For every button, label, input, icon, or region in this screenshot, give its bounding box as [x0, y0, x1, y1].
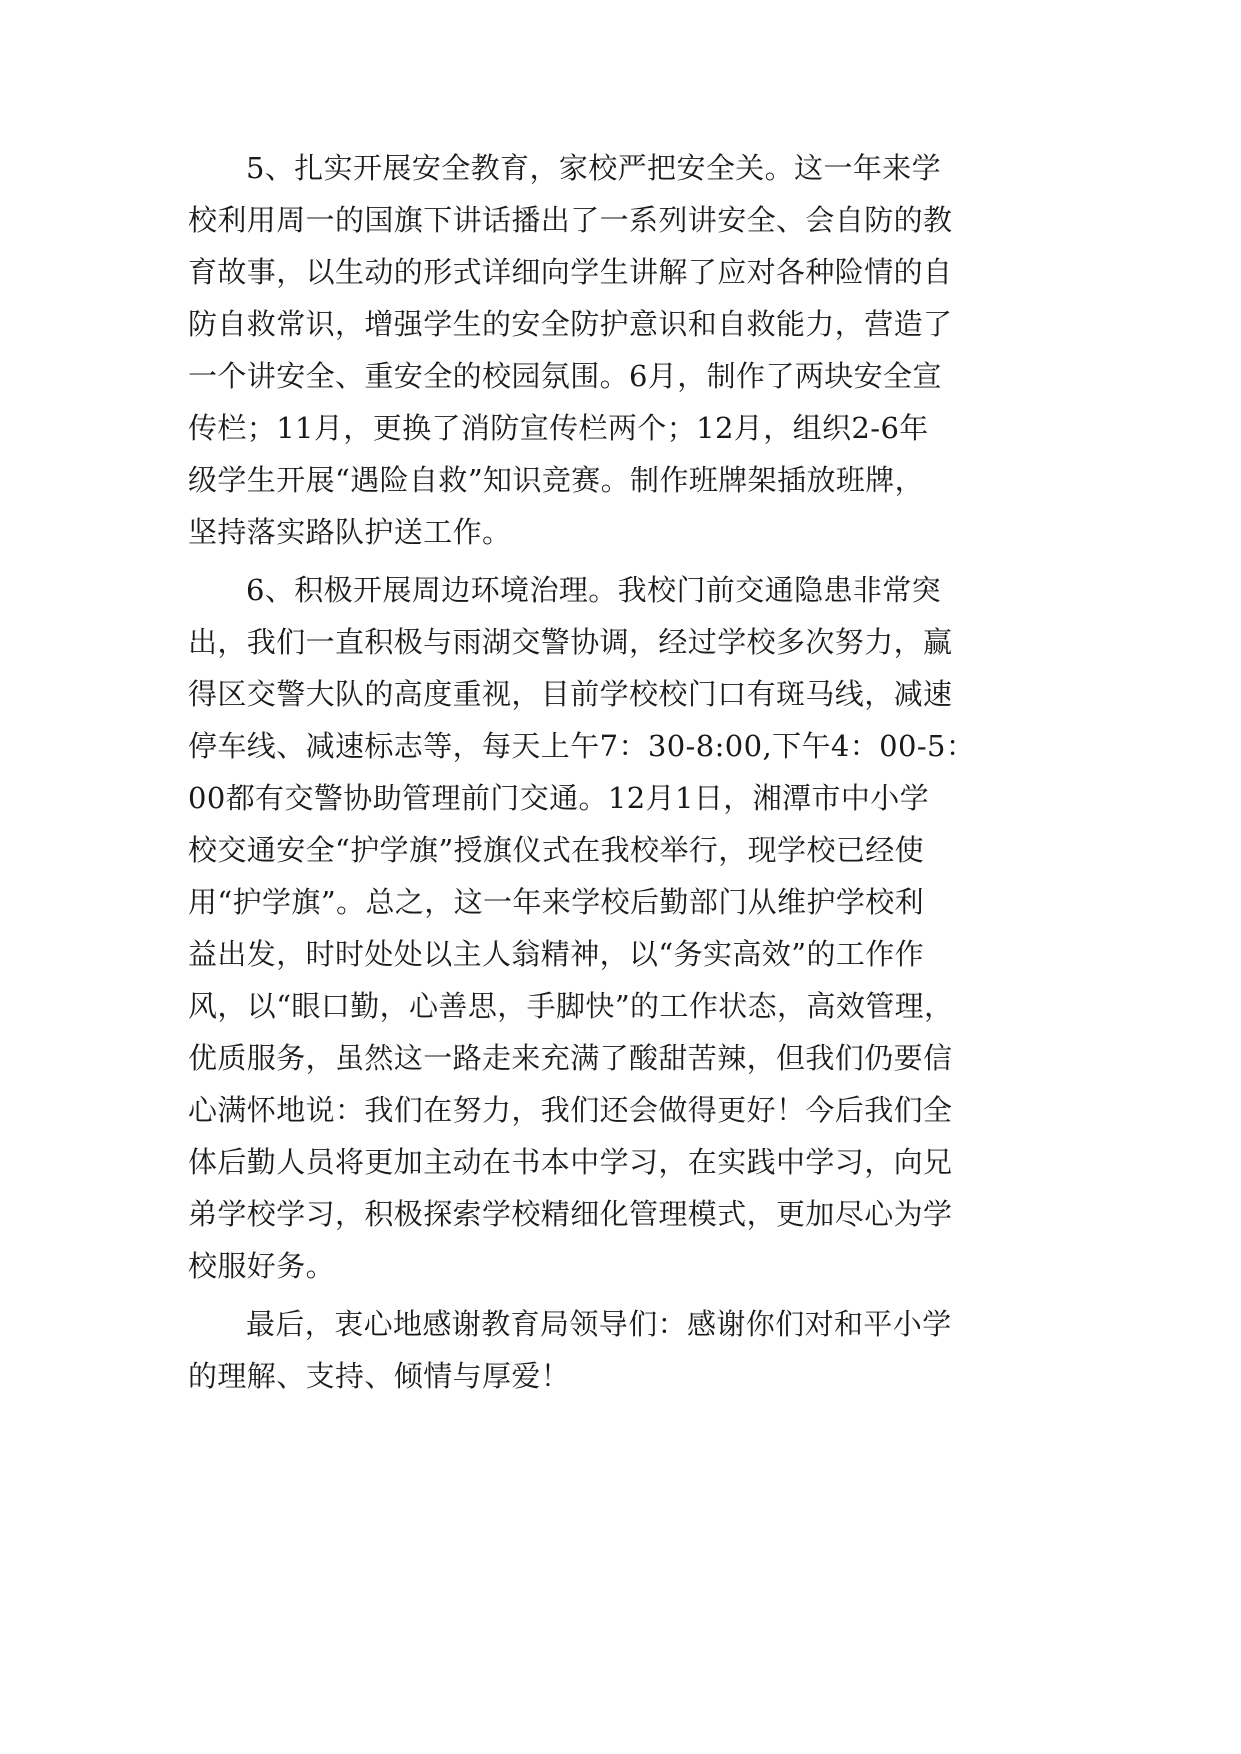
paragraph-6-line-10: 优质服务，虽然这一路走来充满了酸甜苦辣，但我们仍要信 — [188, 1041, 953, 1075]
paragraph-5-line-4: 防自救常识，增强学生的安全防护意识和自救能力，营造了 — [188, 307, 953, 341]
closing-line-2: 的理解、支持、倾情与厚爱！ — [188, 1359, 571, 1393]
paragraph-6-line-6: 校交通安全“护学旗”授旗仪式在我校举行，现学校已经使 — [188, 833, 925, 867]
paragraph-6-line-4: 停车线、减速标志等，每天上午7：30-8:00,下午4：00-5： — [188, 729, 976, 763]
paragraph-6-line-1: 6、积极开展周边环境治理。我校门前交通隐患非常突 — [246, 573, 942, 607]
paragraph-6-line-12: 体后勤人员将更加主动在书本中学习，在实践中学习，向兄 — [188, 1145, 953, 1179]
paragraph-5-line-5: 一个讲安全、重安全的校园氛围。6月，制作了两块安全宣 — [188, 359, 942, 393]
closing-line-1: 最后，衷心地感谢教育局领导们：感谢你们对和平小学 — [246, 1307, 952, 1341]
paragraph-6-line-5: 00都有交警协助管理前门交通。12月1日，湘潭市中小学 — [188, 781, 930, 815]
paragraph-6-line-13: 弟学校学习，积极探索学校精细化管理模式，更加尽心为学 — [188, 1197, 953, 1231]
paragraph-6-line-14: 校服好务。 — [188, 1249, 336, 1283]
paragraph-5-line-6: 传栏；11月，更换了消防宣传栏两个；12月，组织2-6年 — [188, 411, 929, 445]
paragraph-6-line-3: 得区交警大队的高度重视，目前学校校门口有斑马线，减速 — [188, 677, 953, 711]
paragraph-5-line-7: 级学生开展“遇险自救”知识竞赛。制作班牌架插放班牌， — [188, 463, 925, 497]
paragraph-6-line-8: 益出发，时时处处以主人翁精神，以“务实高效”的工作作 — [188, 937, 925, 971]
paragraph-5-line-8: 坚持落实路队护送工作。 — [188, 515, 512, 549]
paragraph-5-line-2: 校利用周一的国旗下讲话播出了一系列讲安全、会自防的教 — [188, 203, 953, 237]
paragraph-5-line-1: 5、扎实开展安全教育，家校严把安全关。这一年来学 — [246, 151, 942, 185]
paragraph-6-line-7: 用“护学旗”。总之，这一年来学校后勤部门从维护学校利 — [188, 885, 925, 919]
paragraph-6-line-11: 心满怀地说：我们在努力，我们还会做得更好！今后我们全 — [188, 1093, 953, 1127]
paragraph-6-line-2: 出，我们一直积极与雨湖交警协调，经过学校多次努力，赢 — [188, 625, 953, 659]
paragraph-6-line-9: 风，以“眼口勤，心善思，手脚快”的工作状态，高效管理， — [188, 989, 954, 1023]
paragraph-5-line-3: 育故事，以生动的形式详细向学生讲解了应对各种险情的自 — [188, 255, 953, 289]
